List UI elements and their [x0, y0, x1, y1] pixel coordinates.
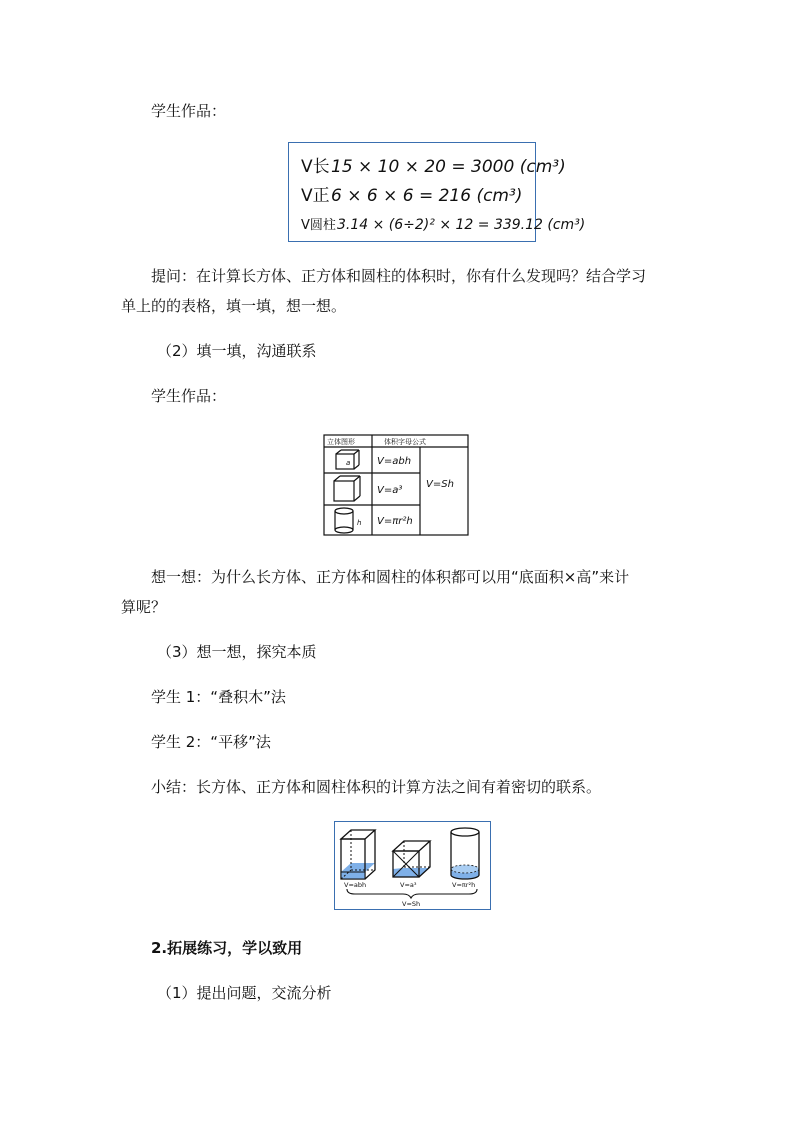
diagram-label-cuboid: V=abh [344, 881, 367, 889]
diagram-label-cylinder: V=πr²h [452, 881, 476, 889]
cylinder-sketch-icon [335, 508, 353, 533]
diagram-label-all: V=Sh [402, 900, 421, 908]
hw-line2-label: V正 [301, 186, 330, 206]
table-row1-formula: V=abh [377, 456, 412, 467]
hw-line3-expr: 3.14 × (6÷2)² × 12 = 339.12 (cm³) [337, 217, 586, 233]
hw-line3-label: V圆柱 [301, 218, 336, 233]
cube-sketch-icon [334, 476, 360, 501]
grouping-brace [347, 889, 477, 898]
hw-line1-expr: 15 × 10 × 20 = 3000 (cm³) [331, 157, 566, 177]
solids-diagram-svg [335, 822, 490, 909]
table-merged-formula: V=Sh [426, 479, 454, 490]
cylinder-diagram-icon [451, 828, 479, 879]
student-work-label-1: 学生作品： [151, 102, 227, 120]
student-work-label-2: 学生作品： [151, 387, 227, 405]
student-1-method: 学生 1：“叠积木”法 [151, 688, 286, 706]
handwritten-calculation-svg [289, 143, 586, 243]
student-table-figure [322, 433, 470, 537]
hw-line2-expr: 6 × 6 × 6 = 216 (cm³) [331, 186, 523, 206]
cuboid-diagram-icon [341, 830, 375, 879]
step-1-heading: （1）提出问题，交流分析 [157, 984, 332, 1002]
summary-text: 小结：长方体、正方体和圆柱体积的计算方法之间有着密切的联系。 [151, 778, 602, 796]
question-line-2: 单上的的表格，填一填，想一想。 [121, 297, 347, 315]
cuboid-label-a: a [346, 459, 351, 467]
table-header-shape: 立体图形 [327, 438, 355, 446]
solids-diagram-figure [334, 821, 491, 910]
diagram-label-cube: V=a³ [400, 881, 417, 889]
think-line-2: 算呢？ [121, 598, 167, 616]
step-2-heading: （2）填一填，沟通联系 [157, 342, 317, 360]
hw-line1-label: V长 [301, 157, 330, 177]
question-line-1: 提问：在计算长方体、正方体和圆柱的体积时，你有什么发现吗？结合学习 [151, 267, 647, 285]
student-2-method: 学生 2：“平移”法 [151, 733, 271, 751]
think-line-1: 想一想：为什么长方体、正方体和圆柱的体积都可以用“底面积×高”来计 [151, 568, 630, 586]
cylinder-label-h: h [357, 519, 362, 527]
cube-diagram-icon [393, 841, 430, 877]
section-2-heading: 2.拓展练习，学以致用 [151, 939, 303, 957]
handwritten-calculation-figure [288, 142, 586, 242]
student-table-svg [322, 433, 470, 537]
table-header-formula: 体积字母公式 [384, 438, 426, 446]
table-row3-formula: V=πr²h [377, 516, 413, 527]
table-row2-formula: V=a³ [377, 485, 403, 496]
step-3-heading: （3）想一想，探究本质 [157, 643, 317, 661]
